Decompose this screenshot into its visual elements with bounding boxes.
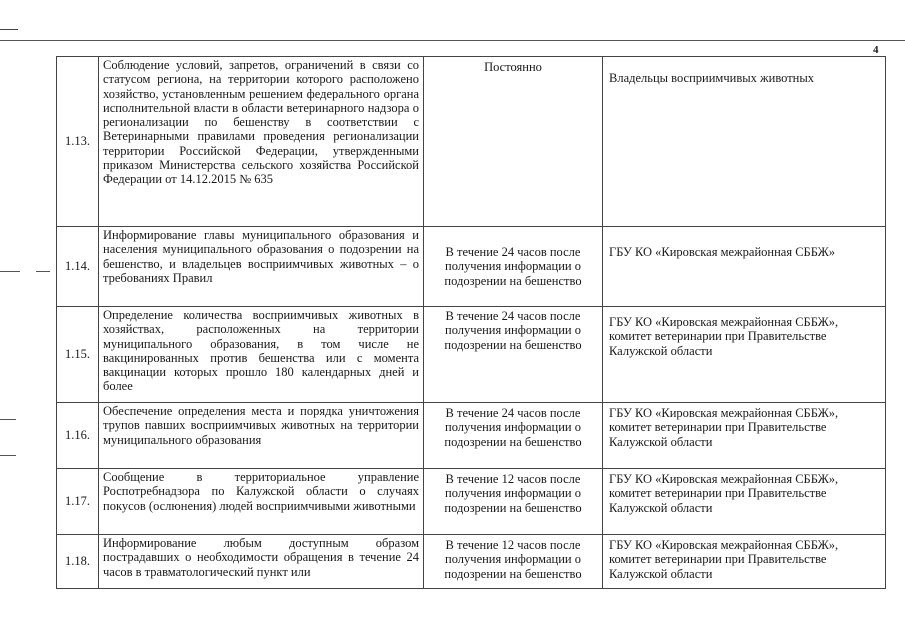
action-cell: Информирование любым доступным образом пострадавших о необходимости обращения в течение 24 часов в травматологический пункт или [99,535,424,589]
measures-table [56,56,886,589]
row-number: 1.14. [57,227,99,307]
scan-margin-line [0,29,18,30]
action-cell: Определение количества восприимчивых животных в хозяйствах, расположенных на территории муниципального образования, в том числе не вакцинированных против бешенства или с момента вакцинации которых прошло 180 календарных дней и более [99,307,424,403]
responsible-cell: ГБУ КО «Кировская межрайонная СББЖ», комитет ветеринарии при Правительстве Калужской области [603,307,886,403]
scan-margin-mark [0,455,16,456]
deadline-cell: Постоянно [424,57,603,227]
table-row [57,307,886,403]
table-row [57,227,886,307]
responsible-cell: Владельцы восприимчивых животных [603,57,886,227]
deadline-cell: В течение 24 часов после получения информации о подозрении на бешенство [424,227,603,307]
action-cell: Сообщение в территориальное управление Роспотребнадзора по Калужской области о случаях покусов (ослюнения) людей восприимчивыми животными [99,469,424,535]
deadline-cell: В течение 12 часов после получения информации о подозрении на бешенство [424,535,603,589]
scan-margin-mark [36,271,50,272]
responsible-cell: ГБУ КО «Кировская межрайонная СББЖ», комитет ветеринарии при Правительстве Калужской области [603,403,886,469]
row-number: 1.17. [57,469,99,535]
row-number: 1.18. [57,535,99,589]
row-number: 1.13. [57,57,99,227]
responsible-cell: ГБУ КО «Кировская межрайонная СББЖ», комитет ветеринарии при Правительстве Калужской области [603,469,886,535]
scan-margin-mark [0,271,20,272]
deadline-cell: В течение 24 часов после получения информации о подозрении на бешенство [424,307,603,403]
action-cell: Соблюдение условий, запретов, ограничений в связи со статусом региона, на территории которого расположено хозяйство, установленным решением федерального органа исполнительной власти в области ветеринарного надзора о регионализации по бешенству в соответствии с Ветеринарными правилами проведения регионализации территории Российской Федерации, утвержденными приказом Министерства сельского хозяйства Российской Федерации от 14.12.2015 № 635 [99,57,424,227]
row-number: 1.15. [57,307,99,403]
page-header-rule [0,40,905,41]
deadline-cell: В течение 24 часов после получения информации о подозрении на бешенство [424,403,603,469]
table-row [57,57,886,227]
measures-table-container [56,56,886,589]
row-number: 1.16. [57,403,99,469]
table-row [57,469,886,535]
responsible-cell: ГБУ КО «Кировская межрайонная СББЖ», комитет ветеринарии при Правительстве Калужской области [603,535,886,589]
table-row [57,403,886,469]
page-number: 4 [873,44,879,56]
deadline-cell: В течение 12 часов после получения информации о подозрении на бешенство [424,469,603,535]
action-cell: Информирование главы муниципального образования и населения муниципального образования о подозрении на бешенство, и владельцев восприимчивых животных – о требованиях Правил [99,227,424,307]
action-cell: Обеспечение определения места и порядка уничтожения трупов павших восприимчивых животных на территории муниципального образования [99,403,424,469]
responsible-cell: ГБУ КО «Кировская межрайонная СББЖ» [603,227,886,307]
table-row [57,535,886,589]
scan-margin-mark [0,419,16,420]
